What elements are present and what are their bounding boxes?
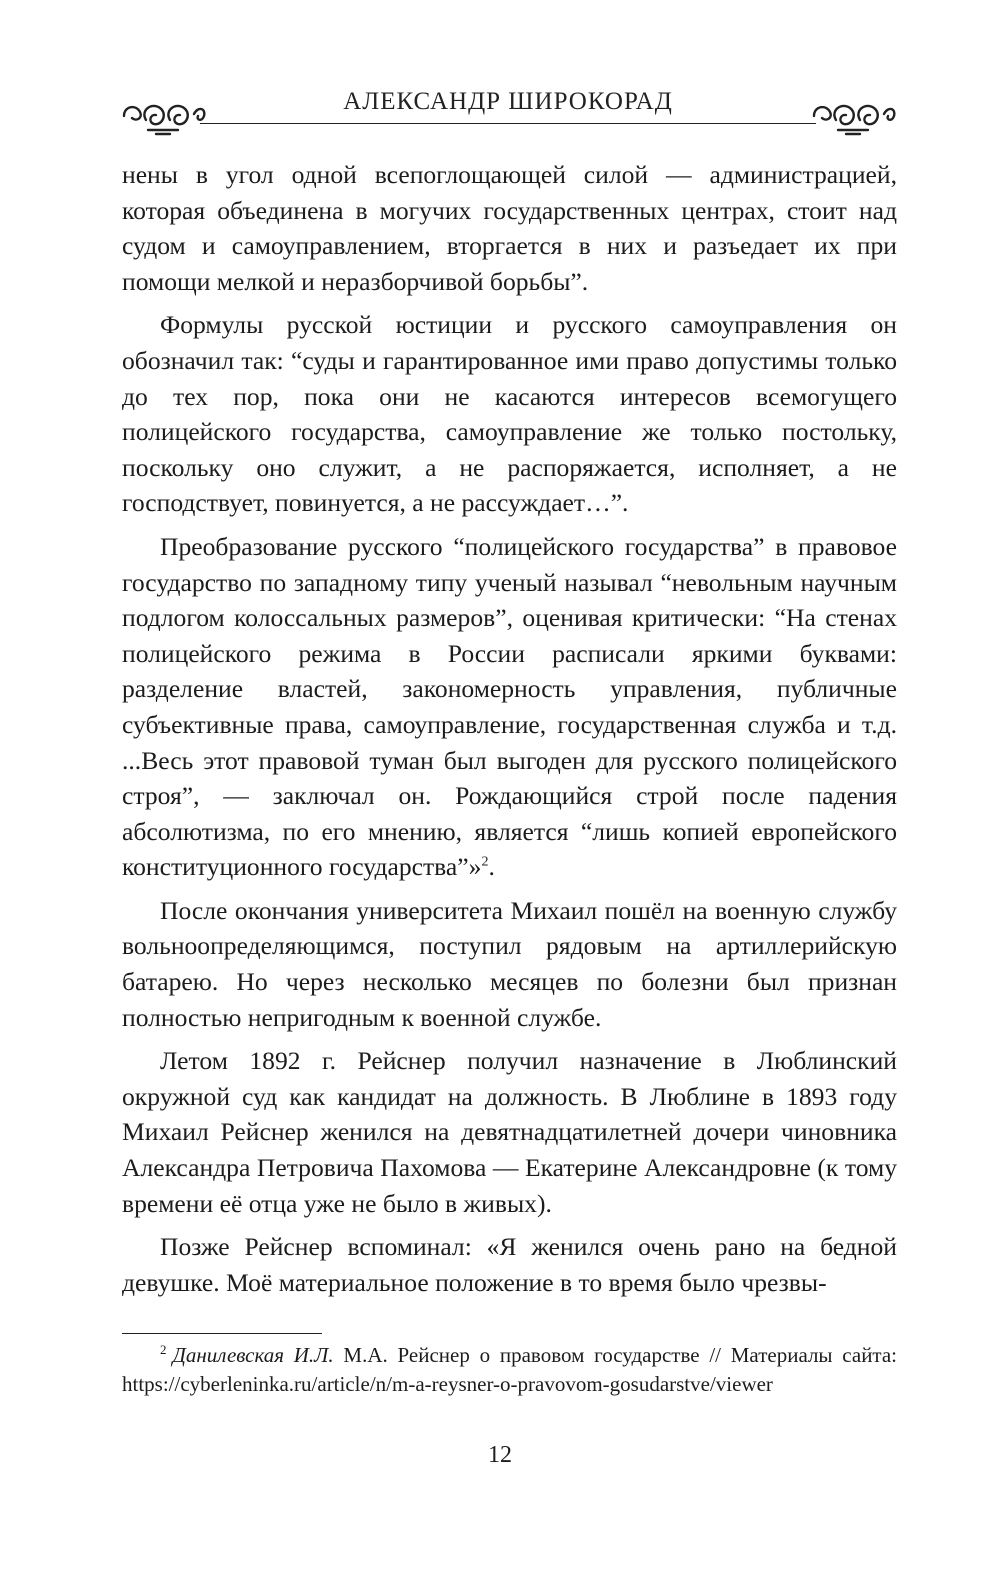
- header-title: АЛЕКСАНДР ШИРОКОРАД: [343, 88, 673, 115]
- footnote-reference[interactable]: 2: [481, 854, 489, 870]
- paragraph: Позже Рейснер вспоминал: «Я женился очень рано на бедной девушке. Моё материальное положение в то время было чрезвы-: [122, 1232, 897, 1297]
- paragraph: После окончания университета Михаил пошёл на военную службу вольноопределяющимся, поступил рядовым на артиллерийскую батарею. Но через несколько месяцев по болезни был признан полностью непригодным к военной службе.: [122, 895, 897, 1032]
- footnote-mark: 2: [160, 1342, 167, 1357]
- body-text: [122, 157, 897, 1300]
- header-rule: [200, 123, 816, 124]
- paragraph: Летом 1892 г. Рейснер получил назначение в Люблинский окружной суд как кандидат на должность. В Люблине в 1893 году Михаил Рейснер женился на девятнадцатилетней дочери чиновника Александра Петровича Пахомова — Екатерине Александровне (к тому времени её отца уже не было в живых).: [122, 1046, 897, 1218]
- paragraph-end: .: [488, 852, 495, 882]
- running-header: [118, 86, 898, 136]
- paragraph: [122, 529, 897, 885]
- footnote-text: М.А. Рейснер о правовом государстве // Материалы сайта: https://cyberleninka.ru/article/n/m-a-reysner-o-pravovom-gosudarstve/viewer: [122, 1343, 898, 1396]
- page-number: 12: [488, 1442, 512, 1468]
- footnote: [122, 1341, 897, 1398]
- footnote-separator: [122, 1333, 322, 1334]
- footnote-author: Данилевская И.Л.: [172, 1343, 334, 1367]
- paragraph-text: Преобразование русского “полицейского государства” в правовое государство по западному типу ученый называл “невольным научным подлогом колоссальных размеров”, оценивая критически: “На стенах полицейского режима в России расписали яркими буквами: разделение властей, закономерность управления, публичные субъективные права, самоуправление, государственная служба и т.д. ...Весь этот правовой туман был выгоден для русского полицейского строя”, — заключал он. Рождающийся строй после падения абсолютизма, по его мнению, является “лишь копией европейского конституционного государства”»: [122, 531, 897, 882]
- paragraph: нены в угол одной всепоглощающей силой — администрацией, которая объединена в могучих государственных центрах, стоит над судом и самоуправлением, вторгается в них и разъедает их при помощи мелкой и неразборчивой борьбы”.: [122, 160, 897, 296]
- paragraph: Формулы русской юстиции и русского самоуправления он обозначил так: “суды и гарантированное ими право допустимы только до тех пор, пока они не касаются интересов всемогущего полицейского государства, самоуправление же только постольку, поскольку оно служит, а не распоряжается, исполняет, а не господствует, повинуется, а не рассуждает…”.: [122, 310, 897, 518]
- scroll-ornament-icon: [808, 94, 898, 136]
